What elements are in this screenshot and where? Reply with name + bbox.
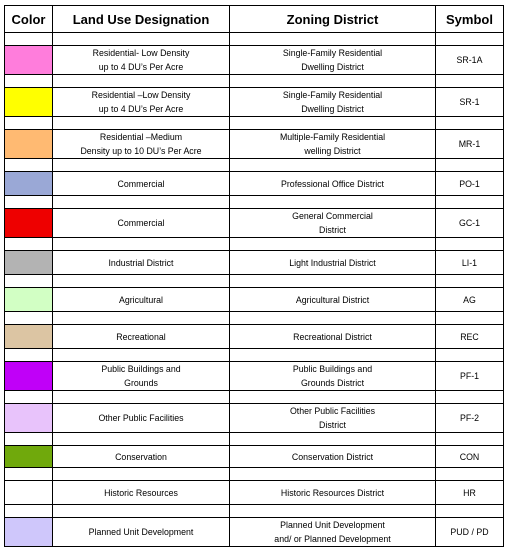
- color-swatch-cell: [5, 288, 53, 312]
- zoning-cell-line: Single-Family Residential: [282, 90, 383, 100]
- spacer-cell: [436, 468, 504, 481]
- spacer-cell: [436, 238, 504, 251]
- spacer-cell: [436, 33, 504, 46]
- spacer-cell: [230, 117, 436, 130]
- table-row: [5, 209, 504, 238]
- spacer-cell: [230, 238, 436, 251]
- land-use-cell-line: Conservation: [115, 451, 167, 462]
- spacer-cell: [53, 196, 230, 209]
- color-swatch-cell: [5, 172, 53, 196]
- symbol-cell: PO-1: [436, 172, 504, 196]
- land-use-cell-line: Commercial: [117, 218, 165, 228]
- land-use-cell-line: Planned Unit Development: [88, 527, 194, 537]
- zoning-cell: [230, 251, 436, 275]
- spacer-cell: [436, 433, 504, 446]
- header-zoning: Zoning District: [230, 6, 436, 33]
- zoning-cell-line: Other Public Facilities: [289, 406, 376, 416]
- land-use-cell-line: Agricultural: [118, 294, 163, 305]
- spacer-cell: [436, 117, 504, 130]
- land-use-cell-line: Industrial District: [108, 257, 174, 268]
- color-swatch-cell: [5, 130, 53, 159]
- land-use-cell: [53, 446, 230, 468]
- land-use-cell-line: up to 4 DU’s Per Acre: [98, 104, 184, 114]
- spacer-row: [5, 75, 504, 88]
- header-row: [5, 6, 504, 33]
- land-use-cell: [53, 518, 230, 547]
- zoning-cell-line: Conservation District: [291, 451, 374, 462]
- land-use-cell-line: Grounds: [124, 378, 158, 388]
- zoning-cell-line: Single-Family Residential: [282, 48, 383, 58]
- spacer-cell: [53, 468, 230, 481]
- color-swatch-cell: [5, 88, 53, 117]
- symbol-cell: PUD / PD: [436, 518, 504, 547]
- zoning-cell: [230, 46, 436, 75]
- table-row: [5, 481, 504, 505]
- land-use-cell-line: Residential –Low Density: [91, 90, 191, 100]
- spacer-cell: [436, 196, 504, 209]
- spacer-cell: [5, 117, 53, 130]
- spacer-cell: [5, 196, 53, 209]
- zoning-cell-line: General Commercial: [292, 211, 373, 221]
- spacer-cell: [5, 433, 53, 446]
- spacer-cell: [436, 75, 504, 88]
- symbol-cell: SR-1: [436, 88, 504, 117]
- spacer-cell: [230, 391, 436, 404]
- spacer-cell: [230, 433, 436, 446]
- zoning-cell: [230, 518, 436, 547]
- color-swatch-cell: [5, 404, 53, 433]
- spacer-cell: [5, 159, 53, 172]
- land-use-cell-line: Commercial: [117, 178, 165, 189]
- symbol-cell: REC: [436, 325, 504, 349]
- land-use-cell: [53, 404, 230, 433]
- spacer-row: [5, 468, 504, 481]
- table-row: [5, 518, 504, 547]
- spacer-cell: [5, 312, 53, 325]
- spacer-cell: [53, 75, 230, 88]
- zoning-cell-line: District: [319, 420, 346, 430]
- zoning-cell: [230, 404, 436, 433]
- symbol-cell: AG: [436, 288, 504, 312]
- spacer-cell: [53, 312, 230, 325]
- zoning-cell-line: Planned Unit Development: [280, 520, 385, 530]
- spacer-cell: [230, 505, 436, 518]
- spacer-row: [5, 33, 504, 46]
- spacer-cell: [5, 238, 53, 251]
- color-swatch-cell: [5, 325, 53, 349]
- symbol-cell: GC-1: [436, 209, 504, 238]
- spacer-cell: [436, 275, 504, 288]
- header-color: Color: [5, 6, 53, 33]
- land-use-cell: [53, 130, 230, 159]
- color-swatch-cell: [5, 209, 53, 238]
- spacer-cell: [436, 349, 504, 362]
- zoning-cell-line: Dwelling District: [301, 104, 364, 114]
- zoning-cell-line: Light Industrial District: [289, 257, 376, 268]
- spacer-cell: [436, 159, 504, 172]
- zoning-legend-table: [4, 5, 504, 547]
- land-use-cell: [53, 481, 230, 505]
- land-use-cell-line: Residential –Medium: [99, 132, 183, 142]
- land-use-cell: [53, 251, 230, 275]
- land-use-cell: [53, 46, 230, 75]
- zoning-cell-line: Grounds District: [300, 378, 365, 388]
- spacer-cell: [53, 159, 230, 172]
- spacer-cell: [230, 349, 436, 362]
- land-use-cell: [53, 88, 230, 117]
- symbol-cell: CON: [436, 446, 504, 468]
- spacer-cell: [5, 391, 53, 404]
- table-row: [5, 88, 504, 117]
- spacer-row: [5, 196, 504, 209]
- zoning-cell-line: Agricultural District: [295, 294, 370, 305]
- zoning-cell-line: Recreational District: [293, 331, 372, 342]
- table-row: [5, 251, 504, 275]
- table-row: [5, 325, 504, 349]
- zoning-cell: [230, 288, 436, 312]
- spacer-cell: [53, 238, 230, 251]
- zoning-cell-line: District: [319, 225, 346, 235]
- table-row: [5, 130, 504, 159]
- spacer-cell: [436, 391, 504, 404]
- table-body: [5, 33, 504, 547]
- land-use-cell: [53, 172, 230, 196]
- symbol-cell: PF-2: [436, 404, 504, 433]
- spacer-cell: [53, 505, 230, 518]
- spacer-cell: [53, 275, 230, 288]
- zoning-cell: [230, 362, 436, 391]
- color-swatch-cell: [5, 481, 53, 505]
- land-use-cell: [53, 362, 230, 391]
- spacer-row: [5, 117, 504, 130]
- spacer-cell: [5, 75, 53, 88]
- symbol-cell: HR: [436, 481, 504, 505]
- land-use-cell: [53, 288, 230, 312]
- spacer-cell: [53, 349, 230, 362]
- spacer-cell: [53, 391, 230, 404]
- symbol-cell: PF-1: [436, 362, 504, 391]
- spacer-cell: [5, 349, 53, 362]
- spacer-cell: [53, 117, 230, 130]
- zoning-cell: [230, 130, 436, 159]
- land-use-cell-line: Other Public Facilities: [98, 413, 184, 423]
- symbol-cell: SR-1A: [436, 46, 504, 75]
- spacer-row: [5, 238, 504, 251]
- header-symbol: Symbol: [436, 6, 504, 33]
- land-use-cell-line: Historic Resources: [104, 487, 178, 498]
- symbol-cell: MR-1: [436, 130, 504, 159]
- zoning-cell-line: Professional Office District: [281, 178, 384, 189]
- spacer-cell: [5, 33, 53, 46]
- spacer-row: [5, 275, 504, 288]
- spacer-cell: [230, 75, 436, 88]
- zoning-cell: [230, 88, 436, 117]
- land-use-cell-line: Public Buildings and: [101, 364, 181, 374]
- zoning-cell: [230, 481, 436, 505]
- spacer-cell: [5, 468, 53, 481]
- color-swatch-cell: [5, 362, 53, 391]
- spacer-row: [5, 433, 504, 446]
- color-swatch-cell: [5, 46, 53, 75]
- table-row: [5, 362, 504, 391]
- land-use-cell-line: up to 4 DU’s Per Acre: [98, 62, 184, 72]
- spacer-cell: [230, 159, 436, 172]
- spacer-cell: [53, 33, 230, 46]
- color-swatch-cell: [5, 518, 53, 547]
- zoning-cell-line: and/ or Planned Development: [274, 534, 391, 544]
- zoning-cell-line: Public Buildings and: [292, 364, 373, 374]
- land-use-cell: [53, 325, 230, 349]
- land-use-cell-line: Recreational: [116, 331, 166, 342]
- zoning-cell: [230, 209, 436, 238]
- spacer-cell: [436, 505, 504, 518]
- table-row: [5, 172, 504, 196]
- spacer-cell: [230, 312, 436, 325]
- zoning-cell-line: Dwelling District: [301, 62, 364, 72]
- spacer-row: [5, 391, 504, 404]
- spacer-cell: [5, 275, 53, 288]
- color-swatch-cell: [5, 446, 53, 468]
- land-use-cell-line: Residential- Low Density: [92, 48, 190, 58]
- spacer-cell: [230, 33, 436, 46]
- spacer-cell: [5, 505, 53, 518]
- spacer-cell: [436, 312, 504, 325]
- spacer-row: [5, 505, 504, 518]
- table-row: [5, 404, 504, 433]
- zoning-cell: [230, 446, 436, 468]
- symbol-cell: LI-1: [436, 251, 504, 275]
- zoning-cell-line: Historic Resources District: [280, 487, 385, 498]
- table-row: [5, 46, 504, 75]
- land-use-cell-line: Density up to 10 DU’s Per Acre: [80, 146, 202, 156]
- zoning-cell: [230, 325, 436, 349]
- zoning-cell: [230, 172, 436, 196]
- spacer-row: [5, 159, 504, 172]
- table-row: [5, 446, 504, 468]
- spacer-row: [5, 312, 504, 325]
- header-land-use: Land Use Designation: [53, 6, 230, 33]
- spacer-cell: [230, 468, 436, 481]
- spacer-cell: [230, 196, 436, 209]
- zoning-cell-line: Multiple-Family Residential: [279, 132, 386, 142]
- color-swatch-cell: [5, 251, 53, 275]
- table-row: [5, 288, 504, 312]
- spacer-row: [5, 349, 504, 362]
- spacer-cell: [230, 275, 436, 288]
- spacer-cell: [53, 433, 230, 446]
- zoning-cell-line: welling District: [304, 146, 361, 156]
- land-use-cell: [53, 209, 230, 238]
